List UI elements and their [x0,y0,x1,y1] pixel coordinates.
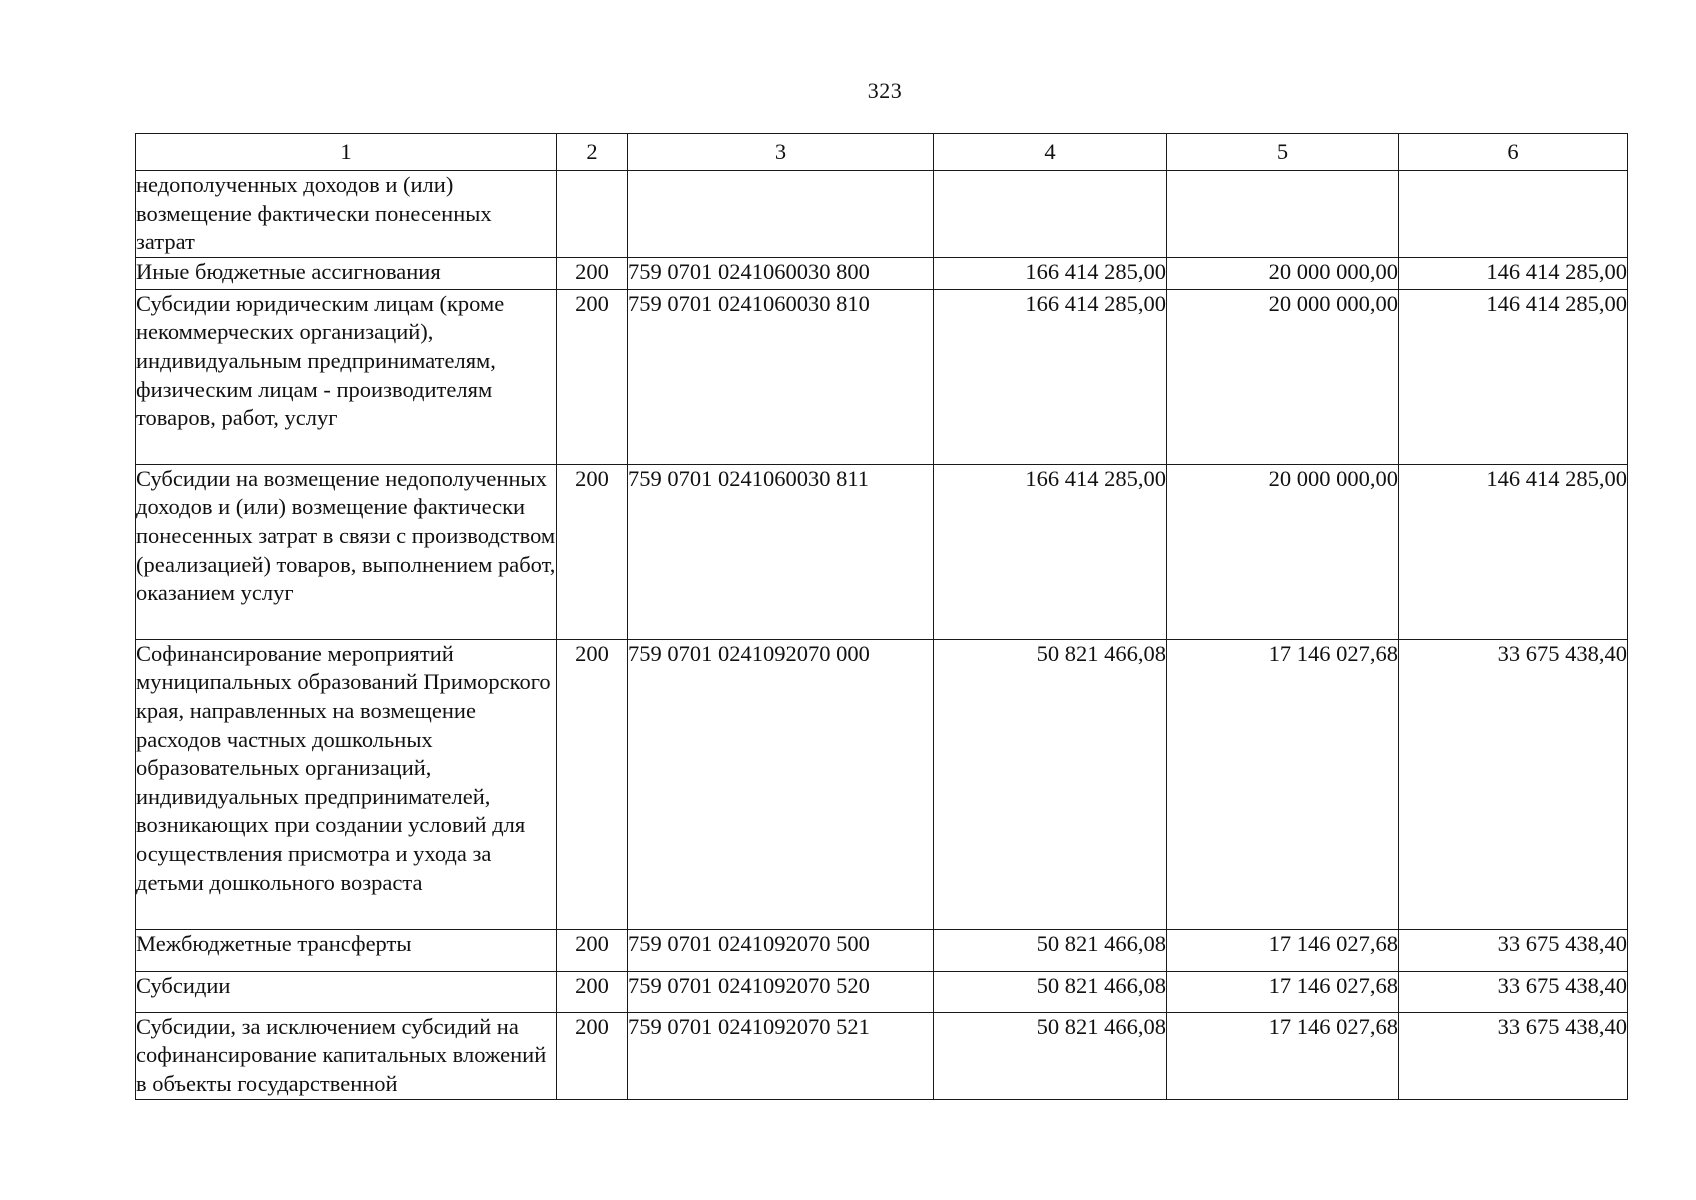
page-number: 323 [867,78,903,103]
row-col6: 33 675 438,40 [1399,639,1628,929]
column-header-1: 1 [136,134,557,171]
column-header-3: 3 [628,134,934,171]
row-col4: 50 821 466,08 [934,639,1167,929]
row-code: 759 0701 0241060030 810 [628,289,934,464]
column-header-6: 6 [1399,134,1628,171]
row-code: 759 0701 0241092070 000 [628,639,934,929]
row-grbs: 200 [557,464,628,639]
row-grbs: 200 [557,1012,628,1099]
row-col5: 20 000 000,00 [1167,289,1399,464]
row-name: Субсидии, за исключением субсидий на софинансирование капитальных вложений в объекты государственной [136,1012,557,1099]
table-row [136,1012,1628,1099]
row-name: Иные бюджетные ассигнования [136,257,557,289]
row-col5: 17 146 027,68 [1167,929,1399,971]
table-row [136,971,1628,1012]
row-col5 [1167,171,1399,258]
row-col4: 50 821 466,08 [934,929,1167,971]
row-name: Субсидии на возмещение недополученных доходов и (или) возмещение фактически понесенных затрат в связи с производством (реализацией) товаров, выполнением работ, оказанием услуг [136,464,557,639]
row-name: Субсидии юридическим лицам (кроме некоммерческих организаций), индивидуальным предпринимателям, физическим лицам - производителям товаров, работ, услуг [136,289,557,464]
column-header-4: 4 [934,134,1167,171]
row-name: Субсидии [136,971,557,1012]
row-col5: 17 146 027,68 [1167,971,1399,1012]
row-grbs: 200 [557,971,628,1012]
row-name: недополученных доходов и (или) возмещение фактически понесенных затрат [136,171,557,258]
row-col4: 166 414 285,00 [934,464,1167,639]
row-code: 759 0701 0241092070 500 [628,929,934,971]
row-col5: 17 146 027,68 [1167,639,1399,929]
row-grbs: 200 [557,289,628,464]
row-name: Межбюджетные трансферты [136,929,557,971]
budget-table [135,133,1628,1100]
row-grbs [557,171,628,258]
row-code: 759 0701 0241092070 521 [628,1012,934,1099]
row-code: 759 0701 0241092070 520 [628,971,934,1012]
row-code: 759 0701 0241060030 800 [628,257,934,289]
column-header-5: 5 [1167,134,1399,171]
row-col4: 50 821 466,08 [934,971,1167,1012]
row-col6: 146 414 285,00 [1399,464,1628,639]
row-grbs: 200 [557,929,628,971]
header-row [136,134,1628,171]
row-col4 [934,171,1167,258]
row-grbs: 200 [557,639,628,929]
row-name: Софинансирование мероприятий муниципальных образований Приморского края, направленных на возмещение расходов частных дошкольных образовательных организаций, индивидуальных предпринимателей, возникающих при создании условий для осуществления присмотра и ухода за детьми дошкольного возраста [136,639,557,929]
table-row [136,639,1628,929]
row-col5: 20 000 000,00 [1167,464,1399,639]
row-col6 [1399,171,1628,258]
row-code: 759 0701 0241060030 811 [628,464,934,639]
column-header-2: 2 [557,134,628,171]
row-col4: 166 414 285,00 [934,257,1167,289]
table-row [136,929,1628,971]
row-col6: 146 414 285,00 [1399,257,1628,289]
row-col5: 17 146 027,68 [1167,1012,1399,1099]
row-col6: 33 675 438,40 [1399,971,1628,1012]
row-col4: 50 821 466,08 [934,1012,1167,1099]
row-col6: 33 675 438,40 [1399,929,1628,971]
row-code [628,171,934,258]
table-row [136,171,1628,258]
row-grbs: 200 [557,257,628,289]
table-row [136,257,1628,289]
row-col4: 166 414 285,00 [934,289,1167,464]
row-col5: 20 000 000,00 [1167,257,1399,289]
row-col6: 146 414 285,00 [1399,289,1628,464]
table-row [136,289,1628,464]
row-col6: 33 675 438,40 [1399,1012,1628,1099]
table-row [136,464,1628,639]
